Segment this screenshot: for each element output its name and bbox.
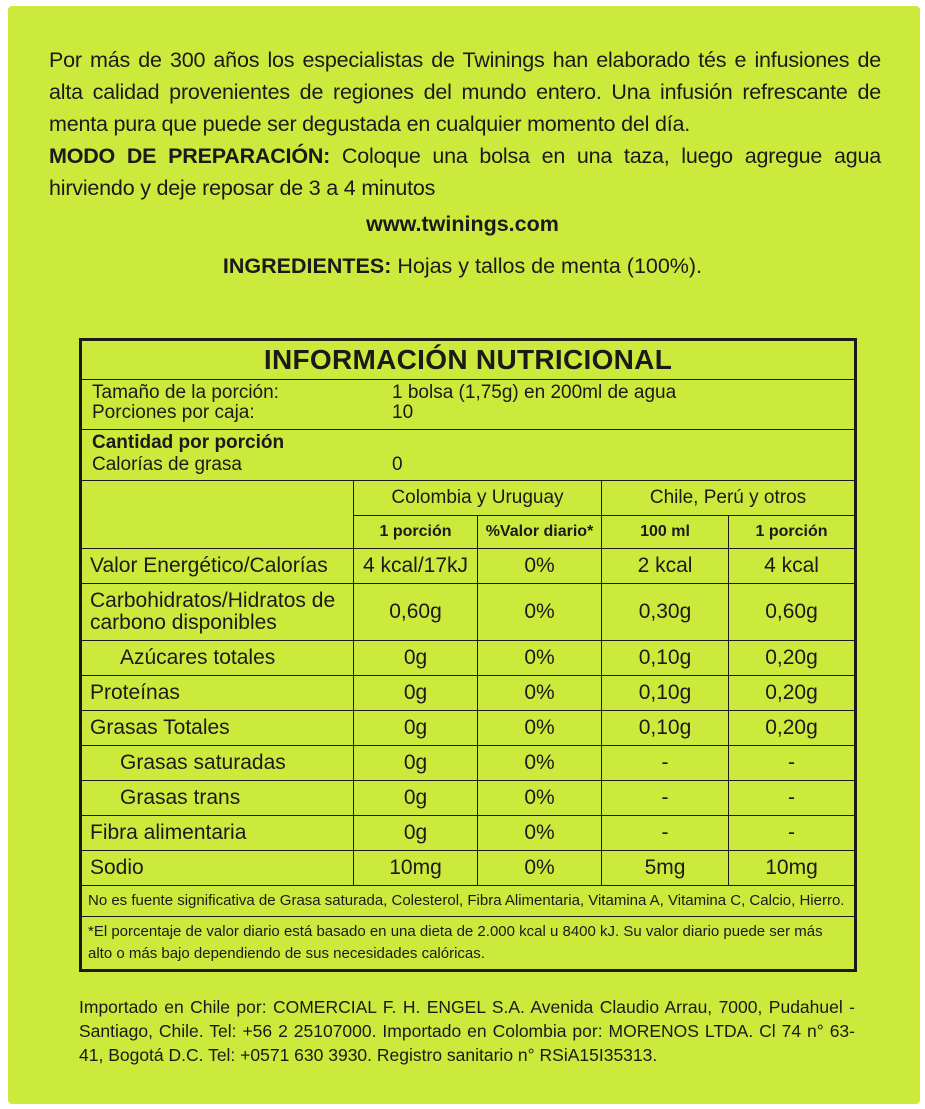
cell-value: 0,20g — [729, 676, 856, 711]
serving-size-value: 1 bolsa (1,75g) en 200ml de agua — [392, 382, 677, 403]
table-row — [81, 676, 856, 711]
cell-value: 0% — [478, 711, 602, 746]
row-label: Fibra alimentaria — [81, 816, 354, 851]
cell-value: 0g — [354, 816, 478, 851]
ingredients-label: INGREDIENTES: — [222, 254, 392, 278]
cell-value: 0,60g — [729, 584, 856, 641]
table-row — [81, 549, 856, 584]
cell-value: - — [729, 746, 856, 781]
table-row — [81, 746, 856, 781]
nutrition-title: INFORMACIÓN NUTRICIONAL — [81, 340, 856, 380]
cell-value: 10mg — [729, 851, 856, 886]
col-header-portion: 1 porción — [354, 516, 478, 549]
cell-value: - — [602, 781, 729, 816]
row-label: Grasas Totales — [81, 711, 354, 746]
servings-value: 10 — [392, 402, 414, 423]
row-label: Grasas saturadas — [81, 746, 354, 781]
cell-value: 10mg — [354, 851, 478, 886]
cell-value: 0g — [354, 781, 478, 816]
table-row — [81, 851, 856, 886]
ingredients-text: Hojas y tallos de menta (100%). — [391, 254, 703, 278]
cell-value: 0,20g — [729, 641, 856, 676]
table-row — [81, 781, 856, 816]
empty-header-cell — [81, 481, 354, 549]
amount-info — [81, 430, 856, 481]
cell-value: 0g — [354, 746, 478, 781]
col-header-portion-2: 1 porción — [729, 516, 856, 549]
cell-value: 0,30g — [602, 584, 729, 641]
nutrition-table — [79, 338, 857, 972]
cell-value: 0% — [478, 781, 602, 816]
importer-info: Importado en Chile por: COMERCIAL F. H. ENGEL S.A. Avenida Claudio Arrau, 7000, Pudahuel - Santiago, Chile. Tel: +56 2 25107000. Importado en Colombia por: MORENOS LTDA. Cl 74 n° 63-41, Bogotá D.C. Tel: +0571 630 3930. Registro sanitario n° RSiA15I35313. — [79, 997, 855, 1065]
cell-value: 0% — [478, 641, 602, 676]
table-row — [81, 711, 856, 746]
serving-info — [81, 380, 856, 430]
row-label: Valor Energético/Calorías — [81, 549, 354, 584]
cell-value: 0% — [478, 816, 602, 851]
row-label: Grasas trans — [81, 781, 354, 816]
table-row — [81, 641, 856, 676]
description-text — [49, 44, 881, 204]
cell-value: 0% — [478, 851, 602, 886]
cell-value: 0g — [354, 711, 478, 746]
cell-value: 0,20g — [729, 711, 856, 746]
cell-value: 0,10g — [602, 676, 729, 711]
cell-value: 0% — [478, 746, 602, 781]
preparation-label: MODO DE PREPARACIÓN: — [49, 144, 331, 168]
table-row — [81, 584, 856, 641]
website-link: www.twinings.com — [366, 212, 559, 236]
nutrition-footnote: No es fuente significativa de Grasa saturada, Colesterol, Fibra Alimentaria, Vitamina A, Vitamina C, Calcio, Hierro. — [81, 886, 856, 917]
cell-value: - — [729, 816, 856, 851]
row-label: Sodio — [81, 851, 354, 886]
cell-value: 0g — [354, 641, 478, 676]
region-header-colombia: Colombia y Uruguay — [354, 481, 602, 516]
cell-value: 0% — [478, 549, 602, 584]
col-header-100ml: 100 ml — [602, 516, 729, 549]
ingredients-line — [0, 254, 925, 279]
daily-value-footnote: *El porcentaje de valor diario está basado en una dieta de 2.000 kcal u 8400 kJ. Su valor diario puede ser más alto o más bajo dependiendo de sus necesidades calóricas. — [81, 917, 856, 971]
table-row — [81, 816, 856, 851]
cell-value: 4 kcal — [729, 549, 856, 584]
cell-value: - — [602, 746, 729, 781]
fat-calories-label: Calorías de grasa — [92, 454, 242, 475]
col-header-daily-value: %Valor diario* — [478, 516, 602, 549]
cell-value: 0,60g — [354, 584, 478, 641]
cell-value: 0g — [354, 676, 478, 711]
cell-value: 2 kcal — [602, 549, 729, 584]
cell-value: 0,10g — [602, 641, 729, 676]
servings-label: Porciones por caja: — [92, 402, 255, 423]
cell-value: 4 kcal/17kJ — [354, 549, 478, 584]
fat-calories-value: 0 — [392, 454, 403, 475]
cell-value: - — [602, 816, 729, 851]
serving-size-label: Tamaño de la porción: — [92, 382, 279, 403]
row-label: Carbohidratos/Hidratos de carbono disponibles — [81, 584, 354, 641]
intro-paragraph: Por más de 300 años los especialistas de Twinings han elaborado tés e infusiones de alta calidad provenientes de regiones del mundo entero. Una infusión refrescante de menta pura que puede ser degustada en cualquier momento del día. — [49, 48, 881, 136]
cell-value: 0% — [478, 584, 602, 641]
region-header-chile: Chile, Perú y otros — [602, 481, 856, 516]
row-label: Azúcares totales — [81, 641, 354, 676]
preparation-text: Coloque una bolsa en una taza, luego agregue agua hirviendo y deje reposar de 3 a 4 minutos — [49, 144, 881, 200]
row-label: Proteínas — [81, 676, 354, 711]
cell-value: 5mg — [602, 851, 729, 886]
cell-value: 0% — [478, 676, 602, 711]
cell-value: - — [729, 781, 856, 816]
cell-value: 0,10g — [602, 711, 729, 746]
amount-label: Cantidad por porción — [92, 432, 285, 453]
